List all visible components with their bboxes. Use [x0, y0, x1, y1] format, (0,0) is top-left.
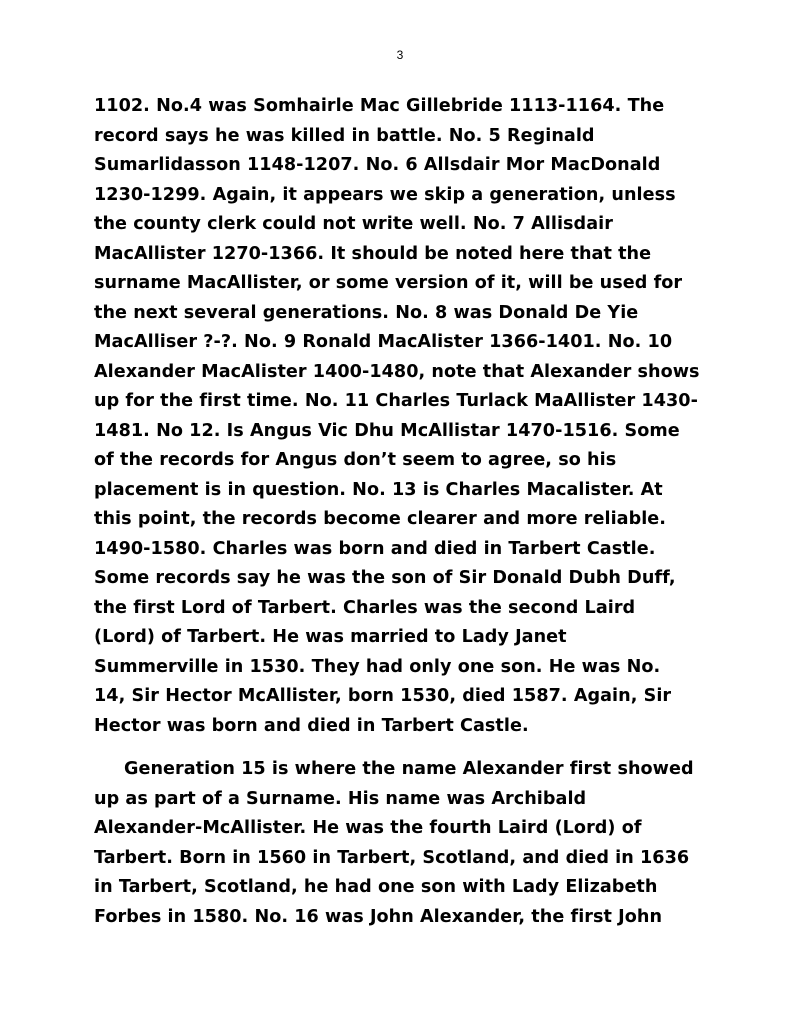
text-line: 1230-1299. Again, it appears we skip a generation, unless	[94, 184, 676, 205]
text-line: Summerville in 1530. They had only one son. He was No.	[94, 656, 661, 677]
text-line: the first Lord of Tarbert. Charles was the second Laird	[94, 597, 636, 618]
text-line: Generation 15 is where the name Alexander first showed	[124, 759, 694, 779]
text-line: 1102. No.4 was Somhairle Mac Gillebride 1113-1164. The	[94, 96, 665, 116]
document-body	[94, 92, 709, 932]
text-line: surname MacAllister, or some version of it, will be used for	[94, 273, 683, 293]
text-line: of the records for Angus don’t seem to agree, so his	[94, 450, 617, 470]
text-line: MacAllister 1270-1366. It should be noted here that the	[94, 243, 652, 264]
text-line: Sumarlidasson 1148-1207. No. 6 Allsdair Mor MacDonald	[94, 155, 661, 175]
paragraph-2	[94, 755, 709, 932]
text-line: Forbes in 1580. No. 16 was John Alexander, the first John	[94, 906, 663, 927]
text-line: Alexander-McAllister. He was the fourth Laird (Lord) of	[94, 818, 642, 838]
text-line: record says he was killed in battle. No. 5 Reginald	[94, 125, 595, 146]
paragraph-1	[94, 92, 709, 741]
paragraph-spacer	[94, 741, 709, 755]
text-line: Tarbert. Born in 1560 in Tarbert, Scotland, and died in 1636	[94, 847, 690, 868]
text-line: 14, Sir Hector McAllister, born 1530, died 1587. Again, Sir	[94, 686, 672, 706]
text-line: 1481. No 12. Is Angus Vic Dhu McAllistar 1470-1516. Some	[94, 420, 680, 441]
text-line: 1490-1580. Charles was born and died in Tarbert Castle.	[94, 538, 656, 559]
text-line: Some records say he was the son of Sir Donald Dubh Duff,	[94, 568, 676, 588]
text-line: the next several generations. No. 8 was Donald De Yie	[94, 302, 639, 323]
text-line: in Tarbert, Scotland, he had one son with Lady Elizabeth	[94, 877, 658, 897]
text-line: this point, the records become clearer and more reliable.	[94, 509, 667, 529]
page-number: 3	[396, 48, 404, 62]
text-line: up as part of a Surname. His name was Archibald	[94, 788, 587, 809]
text-line: the county clerk could not write well. No. 7 Allisdair	[94, 214, 613, 234]
text-line: (Lord) of Tarbert. He was married to Lady Janet	[94, 627, 567, 647]
text-line: up for the first time. No. 11 Charles Turlack MaAllister 1430-	[94, 391, 698, 411]
text-line: Alexander MacAlister 1400-1480, note that Alexander shows	[94, 361, 700, 382]
text-line: placement is in question. No. 13 is Charles Macalister. At	[94, 479, 663, 500]
text-line: Hector was born and died in Tarbert Castle.	[94, 715, 529, 736]
text-line: MacAlliser ?-?. No. 9 Ronald MacAlister 1366-1401. No. 10	[94, 332, 673, 352]
